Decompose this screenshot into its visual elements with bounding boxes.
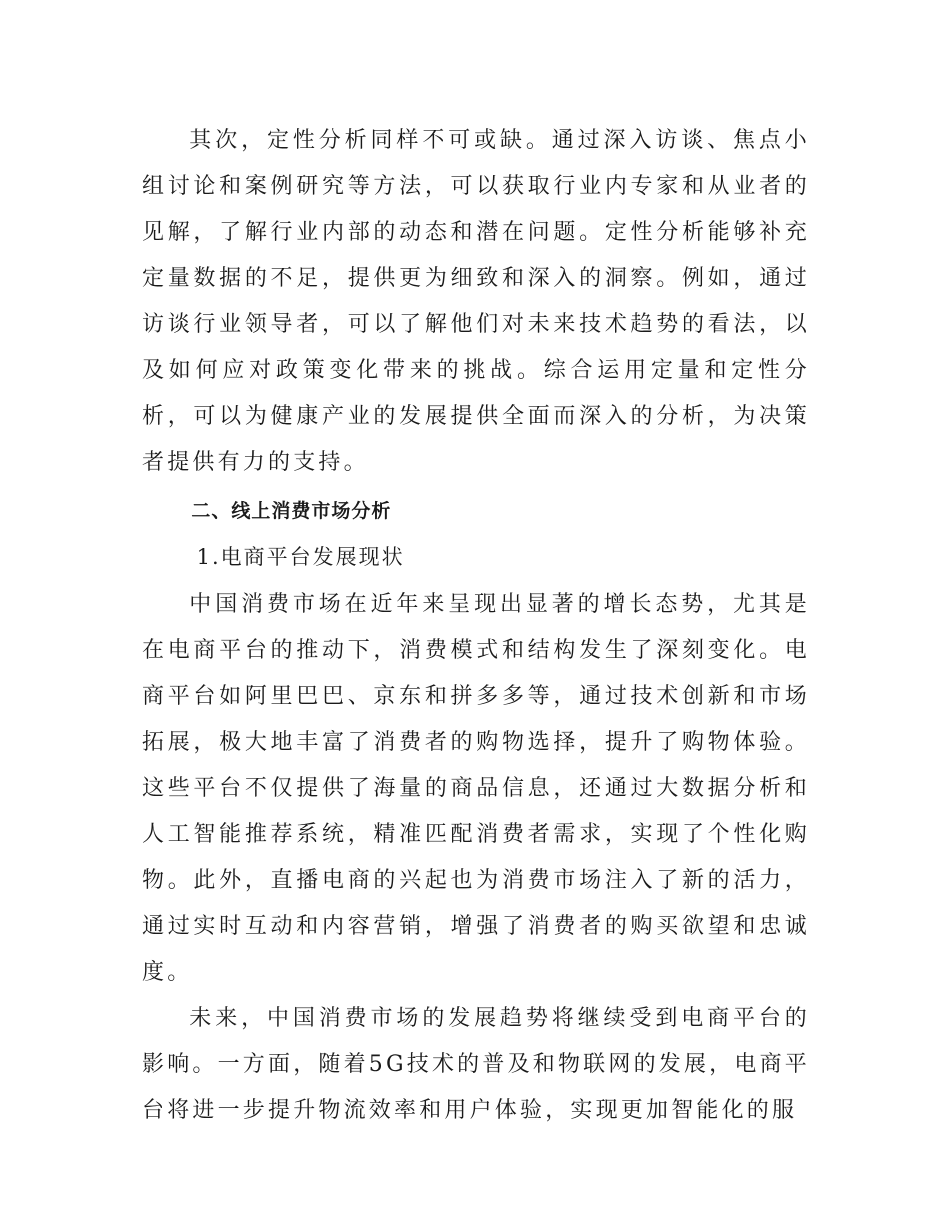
paragraph-ecommerce-growth: 中国消费市场在近年来呈现出显著的增长态势，尤其是在电商平台的推动下，消费模式和结构发生了深刻变化。电商平台如阿里巴巴、京东和拼多多等，通过技术创新和市场拓展，极大地丰富了消费者的购物选择，提升了购物体验。这些平台不仅提供了海量的商品信息，还通过大数据分析和人工智能推荐系统，精准匹配消费者需求，实现了个性化购物。此外，直播电商的兴起也为消费市场注入了新的活力，通过实时互动和内容营销，增强了消费者的购买欲望和忠诚度。 xyxy=(142,592,810,985)
paragraph-qualitative-analysis: 其次，定性分析同样不可或缺。通过深入访谈、焦点小组讨论和案例研究等方法，可以获取行业内专家和从业者的见解，了解行业内部的动态和潜在问题。定性分析能够补充定量数据的不足，提供更为细致和深入的洞察。例如，通过访谈行业领导者，可以了解他们对未来技术趋势的看法，以及如何应对政策变化带来的挑战。综合运用定量和定性分析，可以为健康产业的发展提供全面而深入的分析，为决策者提供有力的支持。 xyxy=(142,128,810,475)
paragraph-future-trends: 未来，中国消费市场的发展趋势将继续受到电商平台的影响。一方面，随着5G技术的普及和物联网的发展，电商平台将进一步提升物流效率和用户体验，实现更加智能化的服 xyxy=(142,1006,810,1123)
subsection-heading-ecommerce-status: 1.电商平台发展现状 xyxy=(196,545,405,569)
document-page xyxy=(142,118,810,1134)
section-heading-online-consumption: 二、线上消费市场分析 xyxy=(191,500,392,522)
